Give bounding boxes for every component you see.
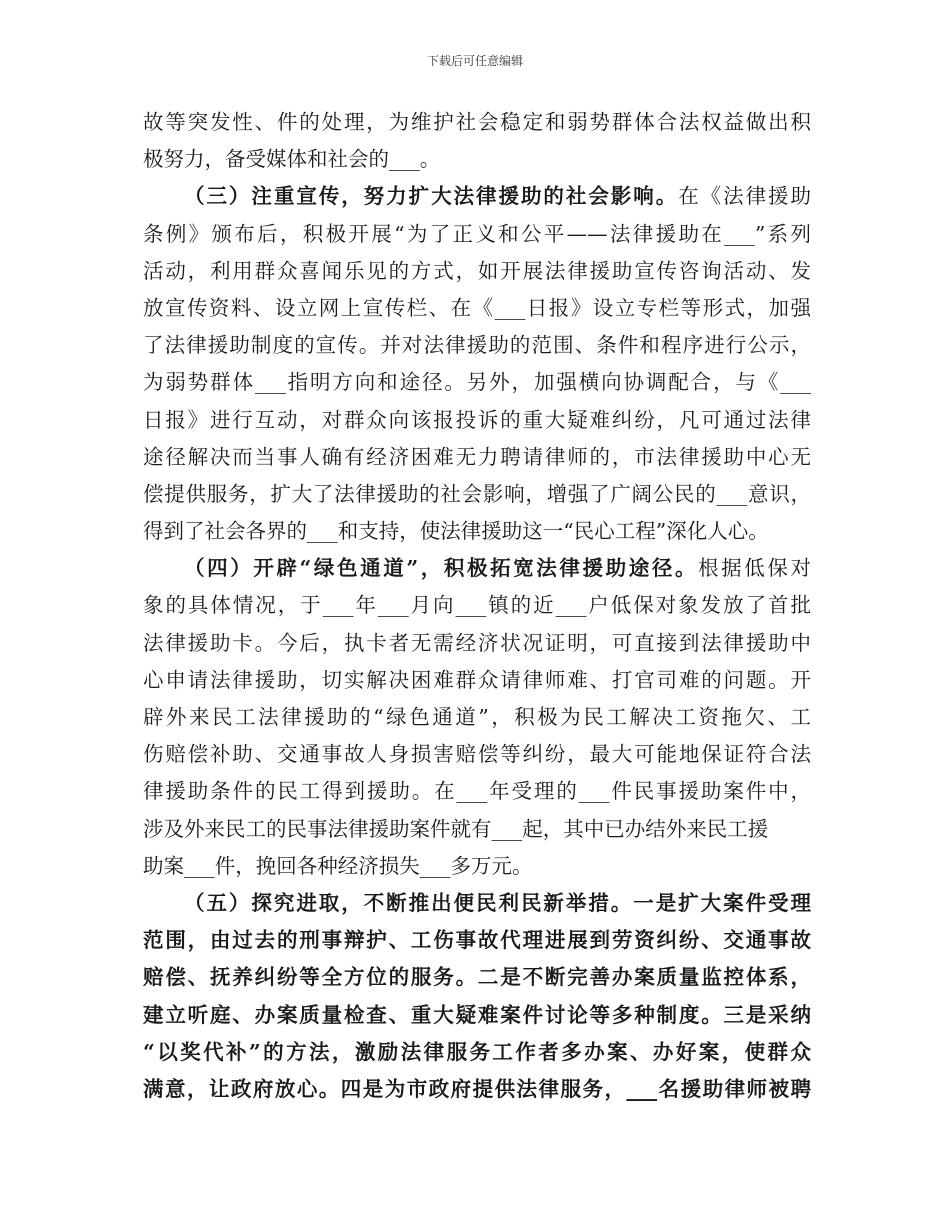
text-line: 途径解决而当事人确有经济困难无力聘请律师的，市法律援助中心无 xyxy=(143,444,811,469)
text-line: “以奖代补”的方法，激励法律服务工作者多办案、办好案，使群众 xyxy=(143,1039,811,1064)
text-line: 助案___件，挽回各种经济损失___多万元。 xyxy=(143,853,533,878)
text-line: 范围，由过去的刑事辩护、工伤事故代理进展到劳资纠纷、交通事故 xyxy=(143,928,811,953)
text-line: 涉及外来民工的民事法律援助案件就有___起，其中已办结外来民工援 xyxy=(143,816,769,841)
text-line: 律援助条件的民工得到援助。在___年受理的___件民事援助案件中， xyxy=(143,779,811,804)
text-line: 法律援助卡。今后，执卡者无需经济状况证明，可直接到法律援助中 xyxy=(143,630,811,655)
text-line: 赔偿、抚养纠纷等全方位的服务。二是不断完善办案质量监控体系， xyxy=(143,965,811,990)
text-fragment: 根据低保对 xyxy=(698,556,811,581)
text-line: 建立听庭、办案质量检查、重大疑难案件讨论等多种制度。三是采纳 xyxy=(143,1002,811,1027)
document-body xyxy=(143,104,811,1108)
section-3-first-line xyxy=(143,178,811,215)
text-line: 偿提供服务，扩大了法律援助的社会影响，增强了广阔公民的___意识， xyxy=(143,481,811,506)
page-header: 下载后可任意编辑 xyxy=(426,54,523,68)
text-line: 满意，让政府放心。四是为市政府提供法律服务，___名援助律师被聘 xyxy=(143,1076,811,1101)
section-4-first-line xyxy=(143,550,811,587)
text-line: 日报》进行互动，对群众向该报投诉的重大疑难纠纷，凡可通过法律 xyxy=(143,407,811,432)
text-line: 得到了社会各界的___和支持，使法律援助这一“民心工程”深化人心。 xyxy=(143,519,769,544)
section-5-heading-line: （五）探究进取，不断推出便民利民新举措。一是扩大案件受理 xyxy=(184,890,811,915)
text-line: 活动，利用群众喜闻乐见的方式，如开展法律援助宣传咨询活动、发 xyxy=(143,258,811,283)
text-line: 伤赔偿补助、交通事故人身损害赔偿等纠纷，最大可能地保证符合法 xyxy=(143,742,811,767)
text-line: 象的具体情况，于___年___月向___镇的近___户低保对象发放了首批 xyxy=(143,593,811,618)
text-line: 心申请法律援助，切实解决困难群众请律师难、打官司难的问题。开 xyxy=(143,667,811,692)
text-line: 了法律援助制度的宣传。并对法律援助的范围、条件和程序进行公示， xyxy=(143,333,811,358)
text-line: 极努力，备受媒体和社会的___。 xyxy=(143,147,441,172)
text-line: 故等突发性、件的处理，为维护社会稳定和弱势群体合法权益做出积 xyxy=(143,110,811,134)
text-line: 辟外来民工法律援助的“绿色通道”，积极为民工解决工资拖欠、工 xyxy=(143,705,811,729)
section-3-heading: （三）注重宣传，努力扩大法律援助的社会影响。 xyxy=(184,184,679,209)
text-fragment: 在《法律援助 xyxy=(678,184,812,209)
text-line: 放宣传资料、设立网上宣传栏、在《___日报》设立专栏等形式，加强 xyxy=(143,295,811,320)
text-line: 为弱势群体___指明方向和途径。另外，加强横向协调配合，与《___ xyxy=(143,370,811,395)
section-4-heading: （四）开辟“绿色通道”，积极拓宽法律援助途径。 xyxy=(184,556,699,581)
text-line: 条例》颁布后，积极开展“为了正义和公平——法律援助在___”系列 xyxy=(143,221,811,246)
